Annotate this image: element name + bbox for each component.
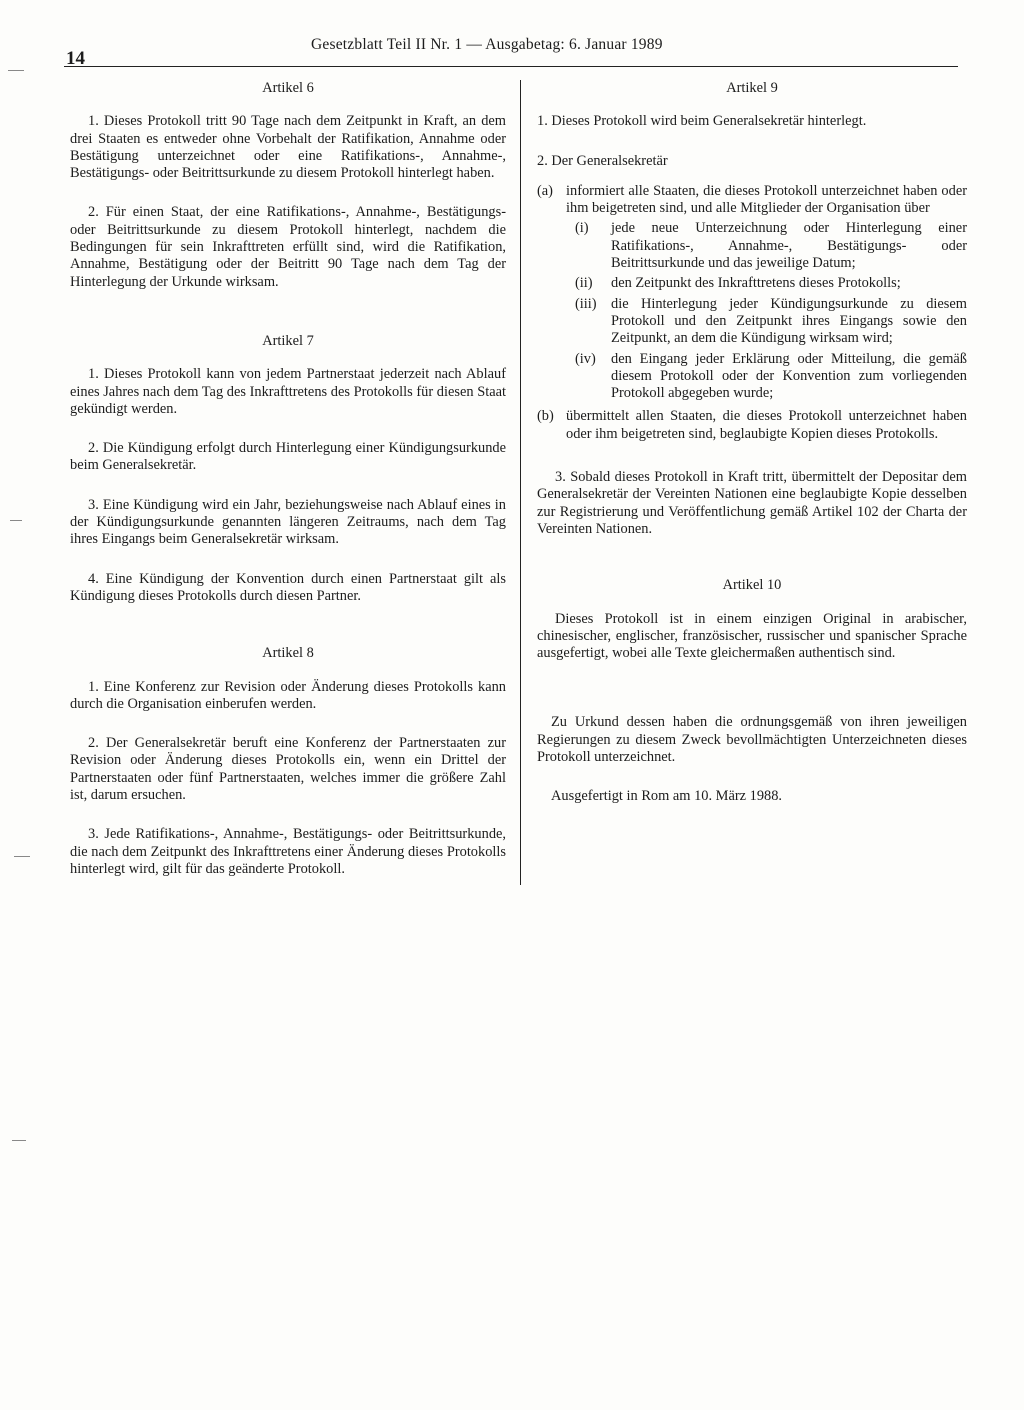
article-9-item-ii xyxy=(575,275,967,292)
scan-mark xyxy=(12,1140,26,1141)
closing-formula: Zu Urkund dessen haben die ordnungsgemäß von ihren jeweiligen Regierungen zu diesem Zweck bevollmächtigten Unterzeichneten dieses Protokoll unterzeichnet. xyxy=(537,714,967,766)
article-10-title: Artikel 10 xyxy=(722,577,782,594)
item-iii-text: die Hinterlegung jeder Kündigungsurkunde zu diesem Protokoll und den Zeitpunkt ihres Eingangs sowie den Zeitpunkt, an dem die Kündigung wirksam wird; xyxy=(611,295,967,347)
item-b-label: (b) xyxy=(537,408,554,425)
article-10 xyxy=(537,551,967,662)
article-8 xyxy=(70,637,506,878)
article-9-item-i xyxy=(575,220,967,272)
article-8-title: Artikel 8 xyxy=(262,645,314,662)
right-column xyxy=(537,80,967,806)
scan-mark xyxy=(10,520,22,521)
article-9-title: Artikel 9 xyxy=(726,80,778,96)
article-9-paragraph-3: 3. Sobald dieses Protokoll in Kraft tritt, übermittelt der Depositar dem Generalsekretär der Vereinten Nationen eine beglaubigte Kopie desselben zur Registrierung und Veröffentlichung gemäß Artikel 102 der Charta der Vereinten Nationen. xyxy=(537,469,967,537)
item-ii-label: (ii) xyxy=(575,275,593,292)
article-9 xyxy=(537,80,967,538)
article-9-item-iv xyxy=(575,351,967,403)
article-6-paragraph-1: 1. Dieses Protokoll tritt 90 Tage nach dem Zeitpunkt in Kraft, an dem drei Staaten es entweder ohne Vorbehalt der Ratifikation, Annahme oder Bestätigung unterzeichnet oder eine Ratifikations-, Annahme-, Bestätigungs- oder Beitrittsurkunde zu diesem Protokoll hinterlegt haben. xyxy=(70,113,506,182)
article-8-paragraph-3: 3. Jede Ratifikations-, Annahme-, Bestätigungs- oder Beitrittsurkunde, die nach dem Zeitpunkt des Inkrafttretens einer Änderung dieses Protokolls hinterlegt wird, gilt für das geänderte Protokoll. xyxy=(70,826,506,877)
article-7 xyxy=(70,323,506,605)
item-b-text: übermittelt allen Staaten, die dieses Protokoll unterzeichnet haben oder ihm beigetreten sind, beglaubigte Kopien dieses Protokolls. xyxy=(566,408,967,442)
left-column xyxy=(70,80,506,891)
running-title: Gesetzblatt Teil II Nr. 1 — Ausgabetag: 6. Januar 1989 xyxy=(311,36,663,53)
item-i-text: jede neue Unterzeichnung oder Hinterlegung einer Ratifikations-, Annahme-, Bestätigungs- oder Beitrittsurkunde und das jeweilige Datum; xyxy=(611,220,967,272)
scan-mark xyxy=(8,70,24,71)
article-7-paragraph-4: 4. Eine Kündigung der Konvention durch einen Partnerstaat gilt als Kündigung dieses Protokolls durch diesen Partner. xyxy=(70,570,506,604)
item-i-label: (i) xyxy=(575,220,589,237)
article-7-title: Artikel 7 xyxy=(262,332,314,349)
article-9-item-b xyxy=(537,408,967,443)
article-6-paragraph-2: 2. Für einen Staat, der eine Ratifikations-, Annahme-, Bestätigungs- oder Beitrittsurkunde zu diesem Protokoll hinterlegt, nachdem die Bedingungen für sein Inkrafttreten erfüllt sind, wird die Ratifikation, Annahme, Bestätigung oder der Beitritt 90 Tage nach dem Tag der Hinterlegung der Urkunde wirksam. xyxy=(70,204,506,290)
item-iv-label: (iv) xyxy=(575,350,596,367)
place-and-date: Ausgefertigt in Rom am 10. März 1988. xyxy=(551,788,783,805)
article-10-paragraph-1: Dieses Protokoll ist in einem einzigen Original in arabischer, chinesischer, englischer, französischer, russischer und spanischer Sprache ausgefertigt, wobei alle Texte gleichermaßen authentisch sind. xyxy=(537,610,967,662)
article-8-paragraph-2: 2. Der Generalsekretär beruft eine Konferenz der Partnerstaaten zur Revision oder Änderung dieses Protokolls ein, wenn ein Drittel der Partnerstaaten oder fünf Partnerstaaten, welches immer die größere Zahl ist, darum ersuchen. xyxy=(70,735,506,804)
article-9-paragraph-1: 1. Dieses Protokoll wird beim Generalsekretär hinterlegt. xyxy=(537,113,867,130)
article-9-paragraph-2: 2. Der Generalsekretär xyxy=(537,152,668,169)
column-divider xyxy=(520,80,521,885)
article-9-item-a xyxy=(537,183,967,218)
article-7-paragraph-3: 3. Eine Kündigung wird ein Jahr, beziehungsweise nach Ablauf eines in der Kündigungsurkunde genannten längeren Zeitraums, nach dem Tag ihres Eingangs beim Generalsekretär wirksam. xyxy=(70,496,506,548)
item-ii-text: den Zeitpunkt des Inkrafttretens dieses Protokolls; xyxy=(611,275,901,292)
scan-mark xyxy=(14,856,30,857)
item-iv-text: den Eingang jeder Erklärung oder Mitteilung, die gemäß diesem Protokoll oder der Konvention zum vorliegenden Protokoll abgegeben wurde; xyxy=(611,350,967,402)
item-a-label: (a) xyxy=(537,182,553,199)
page-header xyxy=(64,36,958,67)
item-a-text: informiert alle Staaten, die dieses Protokoll unterzeichnet haben oder ihm beigetreten sind, und alle Mitglieder der Organisation über xyxy=(566,182,967,217)
article-8-paragraph-1: 1. Eine Konferenz zur Revision oder Änderung dieses Protokolls kann durch die Organisation einberufen werden. xyxy=(70,678,506,712)
item-iii-label: (iii) xyxy=(575,295,597,312)
article-6 xyxy=(70,80,506,291)
article-7-paragraph-2: 2. Die Kündigung erfolgt durch Hinterlegung einer Kündigungsurkunde beim Generalsekretär. xyxy=(70,440,506,474)
article-7-paragraph-1: 1. Dieses Protokoll kann von jedem Partnerstaat jederzeit nach Ablauf eines Jahres nach dem Tag des Inkrafttretens des Protokolls für diesen Staat gekündigt werden. xyxy=(70,366,506,417)
article-6-title: Artikel 6 xyxy=(262,80,314,96)
page-number: 14 xyxy=(66,48,85,69)
article-9-item-iii xyxy=(575,296,967,348)
